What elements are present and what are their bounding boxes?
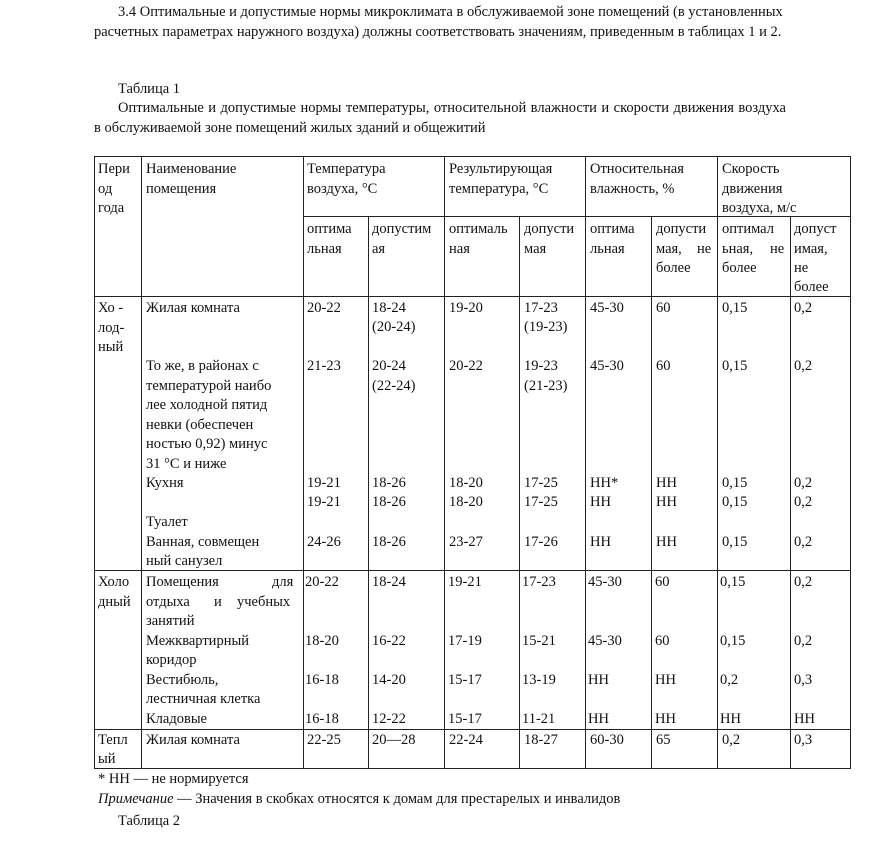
room-name: отдыха xyxy=(146,594,190,610)
cell-value: 24-26 xyxy=(307,534,341,550)
header-period: од xyxy=(98,181,113,197)
cell-value: 20-22 xyxy=(305,574,339,590)
room-name: Туалет xyxy=(146,514,188,530)
header-result-temp: температура, °С xyxy=(449,181,549,197)
cell-value: 23-27 xyxy=(449,534,483,550)
cell-value: 45-30 xyxy=(590,300,624,316)
cell-value: 17-23 xyxy=(524,300,558,316)
grid-line xyxy=(94,156,851,157)
cell-value: НН xyxy=(588,672,609,688)
cell-value: 13-19 xyxy=(522,672,556,688)
cell-value: 17-19 xyxy=(448,633,482,649)
subheader-optimal: ная xyxy=(449,241,470,257)
cell-value: 0,15 xyxy=(720,633,746,649)
subheader-optimal: не xyxy=(770,241,785,257)
cell-value: 45-30 xyxy=(588,574,622,590)
room-name: учебных xyxy=(237,594,291,610)
cell-value: 15-17 xyxy=(448,672,482,688)
cell-value: 0,2 xyxy=(720,672,739,688)
cell-value: 20-24 xyxy=(372,358,406,374)
room-name: 31 °С и ниже xyxy=(146,456,227,472)
subheader-admissible: не xyxy=(697,241,712,257)
room-name: Помещения xyxy=(146,574,219,590)
cell-value: 21-23 xyxy=(307,358,341,374)
cell-value: 45-30 xyxy=(588,633,622,649)
cell-value: 60 xyxy=(655,574,670,590)
cell-value: 60 xyxy=(656,300,671,316)
cell-value: 18-20 xyxy=(449,475,483,491)
subheader-admissible: допустим xyxy=(372,221,432,237)
subheader-optimal: оптимал xyxy=(722,221,774,237)
grid-line xyxy=(651,216,652,769)
table-title: Оптимальные и допустимые нормы температуры, относительной влажности и скорости движения воздуха в обслуживаемой зоне помещений жилых зданий и общежитий xyxy=(94,100,786,136)
subheader-optimal: более xyxy=(722,260,757,276)
cell-value: 0,3 xyxy=(794,732,813,748)
room-name: коридор xyxy=(146,652,197,668)
header-period: года xyxy=(98,200,125,216)
grid-line xyxy=(585,156,586,769)
cell-value: 18-24 xyxy=(372,300,406,316)
cell-value: 19-21 xyxy=(307,475,341,491)
period-label: лод- xyxy=(98,320,125,336)
room-name: ностью 0,92) минус xyxy=(146,436,268,452)
cell-value: 19-21 xyxy=(448,574,482,590)
cell-value: 18-20 xyxy=(449,494,483,510)
cell-value: НН xyxy=(794,711,815,727)
cell-value: НН xyxy=(655,672,676,688)
cell-value: НН xyxy=(590,534,611,550)
subheader-admissible: мая, xyxy=(656,241,682,257)
cell-value: НН* xyxy=(590,475,619,491)
next-table-caption: Таблица 2 xyxy=(118,813,181,829)
grid-line xyxy=(519,216,520,769)
subheader-admissible: ая xyxy=(372,241,386,257)
subheader-admissible: не xyxy=(794,260,809,276)
room-name: занятий xyxy=(146,613,195,629)
cell-value: 60-30 xyxy=(590,732,624,748)
cell-value: 18-20 xyxy=(305,633,339,649)
footnote: * НН — не нормируется xyxy=(98,771,249,787)
cell-value: 0,2 xyxy=(794,574,813,590)
cell-value: 16-18 xyxy=(305,711,339,727)
cell-value: 65 xyxy=(656,732,671,748)
cell-value: 17-25 xyxy=(524,475,558,491)
cell-value: 0,2 xyxy=(794,633,813,649)
cell-value: (21-23) xyxy=(524,378,568,394)
room-name: ный санузел xyxy=(146,553,223,569)
cell-value: 14-20 xyxy=(372,672,406,688)
subheader-admissible: допуст xyxy=(794,221,837,237)
room-name: Жилая комната xyxy=(146,300,240,316)
cell-value: НН xyxy=(656,475,677,491)
subheader-optimal: льная xyxy=(307,241,342,257)
cell-value: 0,15 xyxy=(722,475,748,491)
period-label: Тепл xyxy=(98,732,128,748)
room-name: Жилая комната xyxy=(146,732,240,748)
period-label: Хо - xyxy=(98,300,124,316)
cell-value: 16-18 xyxy=(305,672,339,688)
cell-value: 18-27 xyxy=(524,732,558,748)
cell-value: 20-22 xyxy=(307,300,341,316)
subheader-optimal: ьная, xyxy=(722,241,754,257)
cell-value: 22-25 xyxy=(307,732,341,748)
room-name: лее холодной пятид xyxy=(146,397,268,413)
subheader-admissible: имая, xyxy=(794,241,828,257)
room-name: Кладовые xyxy=(146,711,207,727)
cell-value: 19-23 xyxy=(524,358,558,374)
cell-value: 0,2 xyxy=(794,358,813,374)
cell-value: 60 xyxy=(655,633,670,649)
subheader-optimal: льная xyxy=(590,241,625,257)
cell-value: 0,2 xyxy=(722,732,741,748)
cell-value: 0,15 xyxy=(722,358,748,374)
cell-value: 18-24 xyxy=(372,574,406,590)
cell-value: 15-17 xyxy=(448,711,482,727)
cell-value: 60 xyxy=(656,358,671,374)
table-note xyxy=(98,790,620,810)
cell-value: 11-21 xyxy=(522,711,556,727)
room-name: для xyxy=(272,574,294,590)
room-name: Межквартирный xyxy=(146,633,249,649)
cell-value: 19-20 xyxy=(449,300,483,316)
cell-value: 18-26 xyxy=(372,494,406,510)
cell-value: 0,2 xyxy=(794,475,813,491)
cell-value: 17-25 xyxy=(524,494,558,510)
header-period: Пери xyxy=(98,161,130,177)
subheader-admissible: допусти xyxy=(656,221,707,237)
cell-value: НН xyxy=(656,494,677,510)
cell-value: (19-23) xyxy=(524,319,568,335)
cell-value: 0,2 xyxy=(794,494,813,510)
cell-value: 0,15 xyxy=(722,494,748,510)
cell-value: 0,2 xyxy=(794,300,813,316)
header-room-name: помещения xyxy=(146,181,217,197)
header-air-temp: Температура xyxy=(307,161,386,177)
grid-line xyxy=(444,156,445,769)
cell-value: 19-21 xyxy=(307,494,341,510)
subheader-admissible: допусти xyxy=(524,221,575,237)
grid-line xyxy=(94,156,95,769)
cell-value: 15-21 xyxy=(522,633,556,649)
grid-line xyxy=(94,296,851,297)
header-humidity: влажность, % xyxy=(590,181,675,197)
subheader-admissible: мая xyxy=(524,241,547,257)
subheader-admissible: более xyxy=(656,260,691,276)
period-label: ный xyxy=(98,339,124,355)
room-name: невки (обеспечен xyxy=(146,417,254,433)
cell-value: 0,15 xyxy=(722,300,748,316)
grid-line xyxy=(850,156,851,769)
header-result-temp: Результирующая xyxy=(449,161,553,177)
subheader-optimal: оптималь xyxy=(449,221,508,237)
subheader-optimal: оптима xyxy=(590,221,635,237)
cell-value: НН xyxy=(656,534,677,550)
period-label: дный xyxy=(98,594,131,610)
cell-value: 17-23 xyxy=(522,574,556,590)
note-text: — Значения в скобках относятся к домам для престарелых и инвалидов xyxy=(173,791,621,807)
table-caption: Таблица 1 xyxy=(118,81,181,97)
grid-line xyxy=(368,216,369,769)
room-name: Вестибюль, xyxy=(146,672,219,688)
note-label: Примечание xyxy=(98,791,174,807)
header-air-speed: воздуха, м/с xyxy=(722,200,797,216)
cell-value: 0,3 xyxy=(794,672,813,688)
period-label: ый xyxy=(98,751,116,767)
room-name: То же, в районах с xyxy=(146,358,259,374)
intro-paragraph: 3.4 Оптимальные и допустимые нормы микроклимата в обслуживаемой зоне помещений (в установленных расчетных параметрах наружного воздуха) должны соответствовать значениям, приведенным в таблицах 1 и 2. xyxy=(94,4,783,40)
room-name: и xyxy=(214,594,222,610)
cell-value: 45-30 xyxy=(590,358,624,374)
cell-value: 18-26 xyxy=(372,475,406,491)
room-name: Ванная, совмещен xyxy=(146,534,260,550)
cell-value: 12-22 xyxy=(372,711,406,727)
header-humidity: Относительная xyxy=(590,161,684,177)
cell-value: НН xyxy=(655,711,676,727)
cell-value: 22-24 xyxy=(449,732,483,748)
header-air-temp: воздуха, °С xyxy=(307,181,378,197)
grid-line xyxy=(790,216,791,769)
cell-value: 20-22 xyxy=(449,358,483,374)
cell-value: НН xyxy=(588,711,609,727)
cell-value: 0,15 xyxy=(720,574,746,590)
cell-value: 18-26 xyxy=(372,534,406,550)
cell-value: 0,15 xyxy=(722,534,748,550)
cell-value: 0,2 xyxy=(794,534,813,550)
header-air-speed: Скорость xyxy=(722,161,780,177)
header-room-name: Наименование xyxy=(146,161,237,177)
room-name: лестничная клетка xyxy=(146,691,261,707)
cell-value: 20—28 xyxy=(372,732,416,748)
room-name: температурой наибо xyxy=(146,378,272,394)
cell-value: НН xyxy=(590,494,611,510)
cell-value: (20-24) xyxy=(372,319,416,335)
header-air-speed: движения xyxy=(722,181,783,197)
room-name: Кухня xyxy=(146,475,184,491)
grid-line xyxy=(141,156,142,769)
cell-value: (22-24) xyxy=(372,378,416,394)
cell-value: 17-26 xyxy=(524,534,558,550)
period-label: Холо xyxy=(98,574,130,590)
grid-line xyxy=(717,156,718,769)
subheader-optimal: оптима xyxy=(307,221,352,237)
cell-value: 16-22 xyxy=(372,633,406,649)
cell-value: НН xyxy=(720,711,741,727)
subheader-admissible: более xyxy=(794,279,829,295)
